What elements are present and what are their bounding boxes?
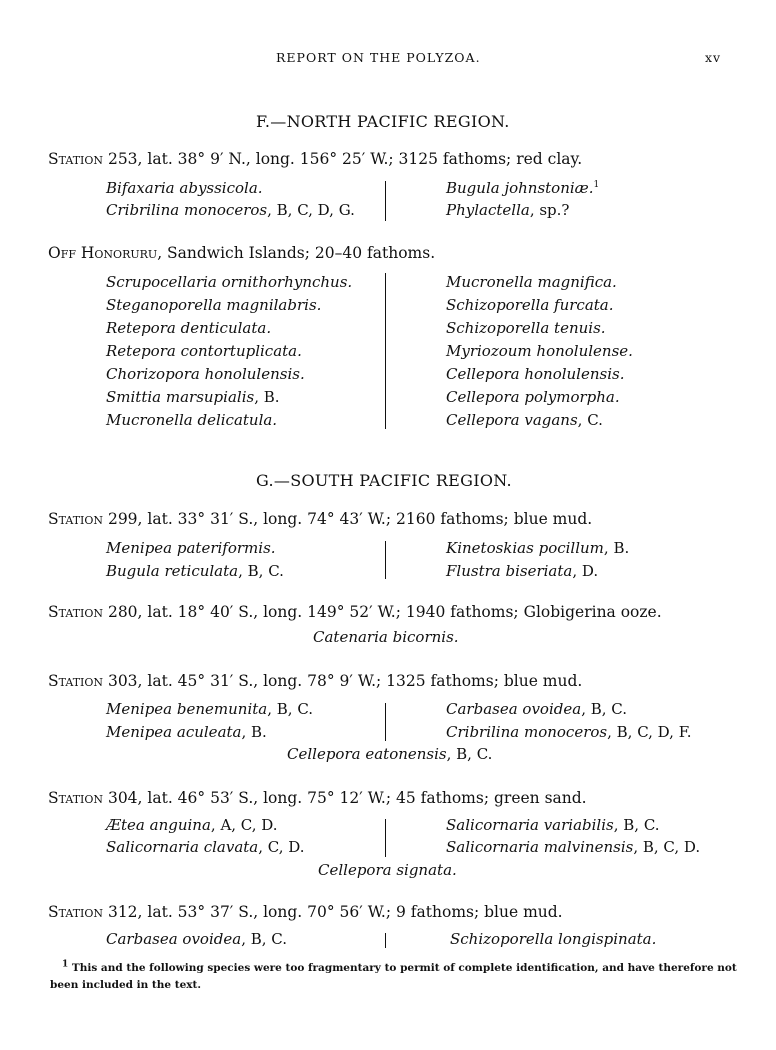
species-name: Bugula reticulata xyxy=(106,562,239,580)
species-entry xyxy=(106,365,305,383)
column-divider xyxy=(385,703,386,741)
species-entry xyxy=(106,411,277,429)
species-name: Salicornaria malvinensis xyxy=(446,838,634,856)
honoruru-header xyxy=(48,244,435,262)
station-312-header xyxy=(48,903,563,921)
species-name: Ætea anguina xyxy=(106,816,211,834)
species-entry xyxy=(446,562,598,580)
column-divider xyxy=(385,933,386,948)
station-label: Station xyxy=(48,903,104,921)
species-entry xyxy=(106,700,313,718)
species-name: Carbasea ovoidea xyxy=(446,700,582,718)
species-name: Retepora denticulata. xyxy=(106,319,272,337)
species-locality: , B, C. xyxy=(581,700,627,718)
species-entry xyxy=(106,838,305,856)
species-locality: , B. xyxy=(603,539,630,557)
species-name: Schizoporella tenuis. xyxy=(446,319,606,337)
species-name: Salicornaria variabilis xyxy=(446,816,614,834)
station-details: 303, lat. 45° 31′ S., long. 78° 9′ W.; 1325 fathoms; blue mud. xyxy=(103,672,583,690)
species-locality: , B. xyxy=(241,723,267,741)
species-name: Retepora contortuplicata. xyxy=(106,342,302,360)
species-locality: , B, C. xyxy=(238,562,284,580)
species-name: Cribrilina monoceros xyxy=(106,201,268,219)
species-entry xyxy=(446,273,617,291)
footnote-line-1 xyxy=(62,960,737,977)
species-name: Flustra biseriata xyxy=(446,562,573,580)
footnote-text: This and the following species were too fragmentary to permit of complete identification, and have therefore not xyxy=(71,962,737,974)
species-name: Cribrilina monoceros xyxy=(446,723,608,741)
station-details: 253, lat. 38° 9′ N., long. 156° 25′ W.; 3125 fathoms; red clay. xyxy=(103,150,583,168)
species-locality: , B, C. xyxy=(613,816,660,834)
station-299-header xyxy=(48,510,592,528)
station-label: Station xyxy=(48,150,104,168)
column-divider xyxy=(385,273,386,429)
station-details: 280, lat. 18° 40′ S., long. 149° 52′ W.; 1940 fathoms; Globigerina ooze. xyxy=(103,603,662,621)
species-name: Kinetoskias pocillum xyxy=(446,539,604,557)
column-divider xyxy=(385,819,386,857)
species-entry xyxy=(446,201,569,219)
species-entry xyxy=(318,861,457,879)
station-details: 304, lat. 46° 53′ S., long. 75° 12′ W.; 45 fathoms; green sand. xyxy=(103,789,587,807)
species-entry xyxy=(446,539,629,557)
species-name: Bugula johnstoniæ. xyxy=(446,179,594,197)
footnote-mark: 1 xyxy=(62,959,69,970)
species-name: Schizoporella longispinata. xyxy=(450,930,657,948)
species-name: Steganoporella magnilabris. xyxy=(106,296,322,314)
station-label: Station xyxy=(48,603,104,621)
species-entry xyxy=(446,365,624,383)
station-label: Station xyxy=(48,789,104,807)
species-entry xyxy=(446,296,614,314)
species-locality: , D. xyxy=(572,562,599,580)
station-label: Station xyxy=(48,510,104,528)
species-entry xyxy=(106,201,355,219)
species-name: Myriozoum honolulense. xyxy=(446,342,633,360)
species-entry xyxy=(106,562,284,580)
station-253-header xyxy=(48,150,582,168)
species-entry xyxy=(446,342,633,360)
species-entry xyxy=(446,700,627,718)
species-entry xyxy=(287,745,492,763)
species-name: Mucronella magnifica. xyxy=(446,273,617,291)
page-number: xv xyxy=(705,50,722,65)
species-name: Chorizopora honolulensis. xyxy=(106,365,305,383)
species-locality: , B, C. xyxy=(446,745,493,763)
species-entry xyxy=(446,723,692,741)
species-name: Schizoporella furcata. xyxy=(446,296,614,314)
species-entry xyxy=(446,388,620,406)
species-name: Catenaria bicornis. xyxy=(313,628,459,646)
station-280-header xyxy=(48,603,662,621)
species-name: Mucronella delicatula. xyxy=(106,411,278,429)
species-name: Scrupocellaria ornithorhynchus. xyxy=(106,273,353,291)
species-entry xyxy=(446,179,599,197)
species-entry xyxy=(106,816,278,834)
species-entry xyxy=(106,319,271,337)
region-heading-north-pacific: F.—NORTH PACIFIC REGION. xyxy=(256,112,510,131)
species-name: Cellepora honolulensis. xyxy=(446,365,625,383)
species-entry xyxy=(106,388,280,406)
species-name: Salicornaria clavata xyxy=(106,838,259,856)
species-locality: , B. xyxy=(254,388,280,406)
species-name: Cellepora signata. xyxy=(318,861,457,879)
running-title: REPORT ON THE POLYZOA. xyxy=(276,50,481,65)
species-locality: , A, C, D. xyxy=(210,816,278,834)
species-entry xyxy=(106,179,263,197)
station-label: Station xyxy=(48,672,104,690)
species-name: Phylactella xyxy=(446,201,530,219)
species-entry xyxy=(106,539,276,557)
species-name: Menipea pateriformis. xyxy=(106,539,276,557)
species-locality: , sp.? xyxy=(529,201,570,219)
species-entry xyxy=(446,411,603,429)
species-name: Menipea aculeata xyxy=(106,723,242,741)
species-entry xyxy=(106,296,321,314)
station-303-header xyxy=(48,672,582,690)
species-locality: , C. xyxy=(577,411,603,429)
species-entry xyxy=(106,723,267,741)
station-details: 299, lat. 33° 31′ S., long. 74° 43′ W.; 2160 fathoms; blue mud. xyxy=(103,510,593,528)
species-name: Cellepora polymorpha. xyxy=(446,388,620,406)
species-entry xyxy=(106,273,352,291)
species-entry xyxy=(446,816,660,834)
region-heading-south-pacific: G.—SOUTH PACIFIC REGION. xyxy=(256,471,512,490)
species-entry xyxy=(106,930,287,948)
station-304-header xyxy=(48,789,587,807)
species-locality: , B, C, D, F. xyxy=(607,723,692,741)
station-label: Off Honoruru xyxy=(48,244,158,262)
species-name: Cellepora vagans xyxy=(446,411,578,429)
species-entry xyxy=(313,628,459,646)
species-entry xyxy=(450,930,656,948)
species-locality: , B, C. xyxy=(241,930,287,948)
station-details: , Sandwich Islands; 20–40 fathoms. xyxy=(157,244,436,262)
species-name: Menipea benemunita xyxy=(106,700,268,718)
column-divider xyxy=(385,181,386,221)
footnote-line-2: been included in the text. xyxy=(50,979,202,991)
species-locality: , B, C, D, G. xyxy=(267,201,355,219)
species-locality: , B, C. xyxy=(267,700,314,718)
species-locality: , C, D. xyxy=(258,838,305,856)
station-details: 312, lat. 53° 37′ S., long. 70° 56′ W.; 9 fathoms; blue mud. xyxy=(103,903,563,921)
species-name: Carbasea ovoidea xyxy=(106,930,242,948)
species-entry xyxy=(446,319,606,337)
species-entry xyxy=(106,342,302,360)
footnote-marker: 1 xyxy=(593,180,600,190)
species-entry xyxy=(446,838,700,856)
species-locality: , B, C, D. xyxy=(633,838,701,856)
species-name: Smittia marsupialis xyxy=(106,388,255,406)
species-name: Cellepora eatonensis xyxy=(287,745,447,763)
species-name: Bifaxaria abyssicola. xyxy=(106,179,263,197)
column-divider xyxy=(385,541,386,579)
